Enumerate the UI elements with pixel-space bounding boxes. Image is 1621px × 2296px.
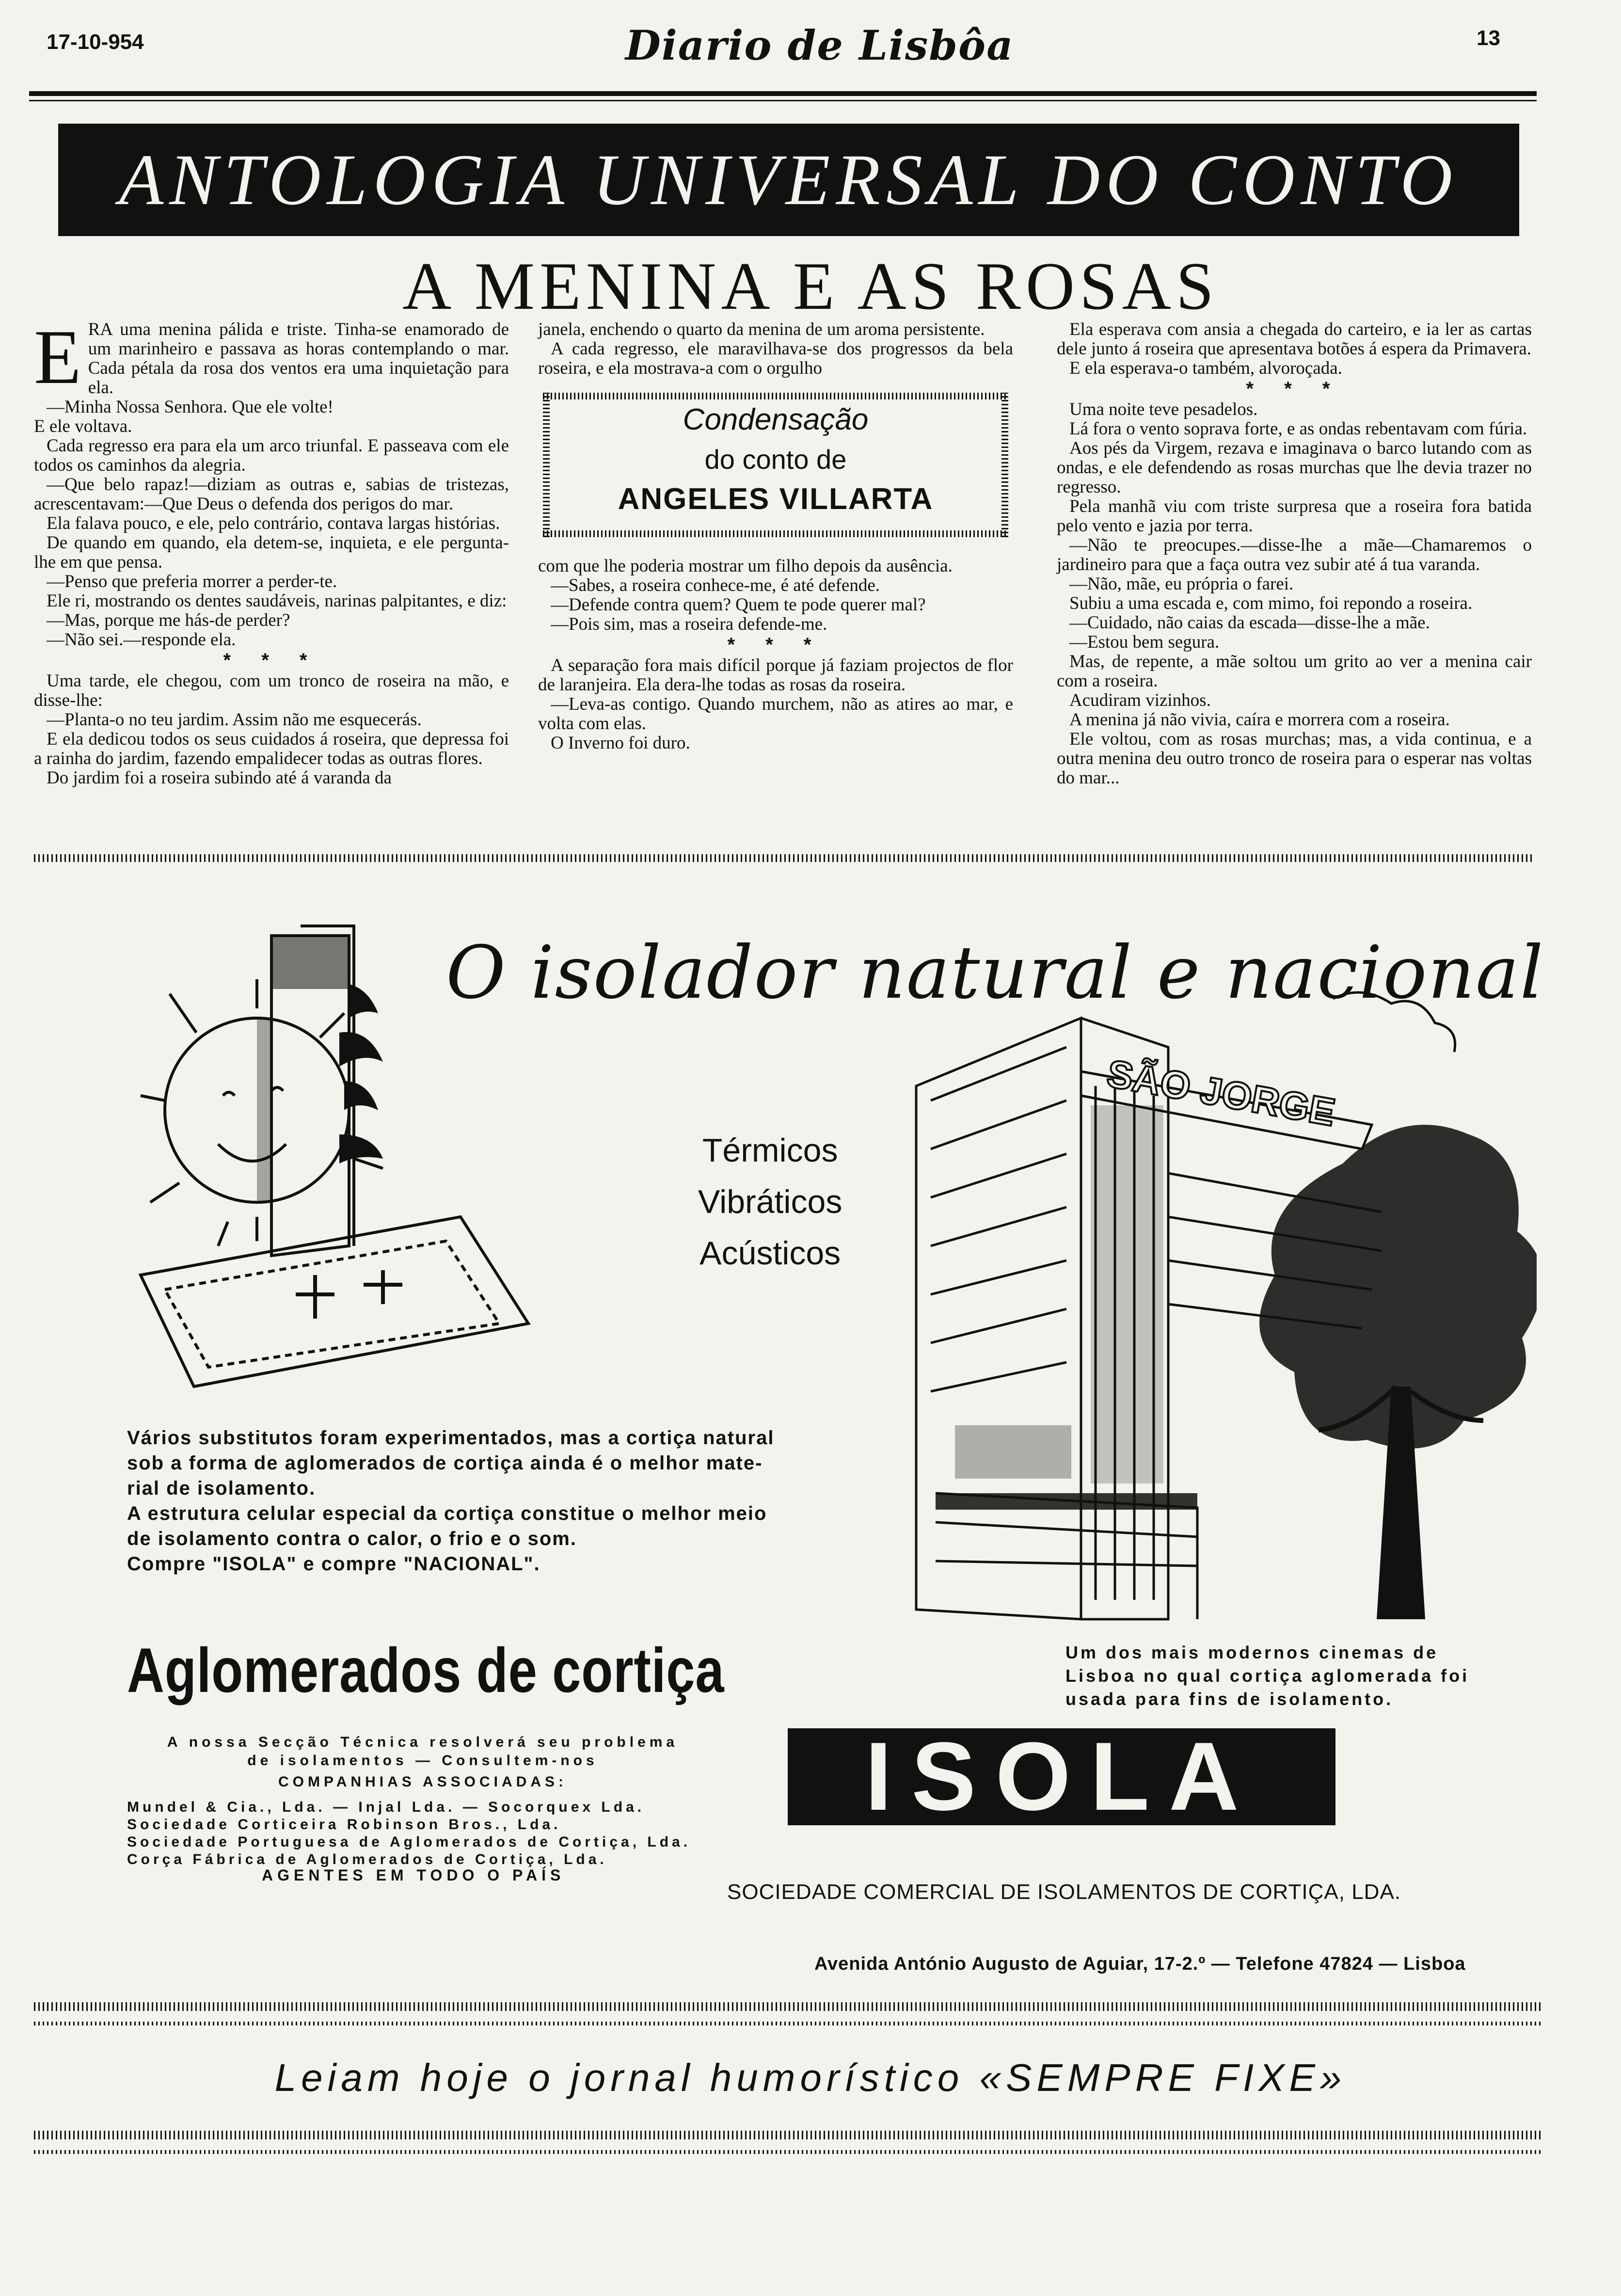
- paragraph: De quando em quando, ela detem-se, inquieta, e ele pergunta-lhe em que pensa.: [34, 533, 509, 572]
- paragraph: Uma tarde, ele chegou, com um tronco de roseira na mão, e disse-lhe:: [34, 671, 509, 710]
- story-column-1: [34, 314, 509, 788]
- paragraph: —Que belo rapaz!—diziam as outras e, sabias de tristezas, acrescentavam:—Que Deus o defenda dos perigos do mar.: [34, 475, 509, 514]
- use-acoustic: Acústicos: [699, 1235, 841, 1272]
- footer-rule-top: [34, 2002, 1542, 2011]
- paragraph: —Mas, porque me hás-de perder?: [47, 610, 290, 630]
- advert-body: [127, 1425, 864, 1577]
- company-line: Corça Fábrica de Aglomerados de Cortiça, Lda.: [127, 1851, 607, 1867]
- blueprint-sheet: [141, 1217, 528, 1387]
- building-sign: SÃO JORGE: [1104, 1052, 1338, 1134]
- company-line: Sociedade Portuguesa de Aglomerados de Cortiça, Lda.: [127, 1834, 691, 1850]
- sun-cork-illustration: [111, 907, 538, 1391]
- section-break: * * *: [223, 650, 320, 671]
- technical-note-line: A nossa Secção Técnica resolverá seu problema: [167, 1734, 679, 1750]
- paragraph: —Defende contra quem? Quem te pode querer mal?: [551, 595, 926, 615]
- paragraph: A separação fora mais difícil porque já faziam projectos de flor de laranjeira. Ela dera-lhe todas as rosas da roseira.: [538, 655, 1013, 695]
- paragraph: —Sabes, a roseira conhece-me, é até defende.: [551, 575, 880, 595]
- paragraph: —Penso que preferia morrer a perder-te.: [47, 572, 337, 591]
- agents-note: AGENTES EM TODO O PAÍS: [262, 1866, 565, 1884]
- advert-headline: Aglomerados de cortiça: [127, 1635, 725, 1706]
- footer-rule-bottom-thin: [34, 2150, 1542, 2154]
- advert-body-line: sob a forma de aglomerados de cortiça ainda é o melhor mate-: [127, 1452, 763, 1474]
- advert-slogan: O isolador natural e nacional: [446, 931, 1544, 1015]
- building-caption: Um dos mais modernos cinemas de Lisboa no qual cortiça aglomerada foi usada para fins de isolamento.: [1065, 1642, 1470, 1709]
- paragraph: —Pois sim, mas a roseira defende-me.: [551, 614, 827, 634]
- paragraph: E ela esperava-o também, alvoroçada.: [1069, 358, 1342, 378]
- masthead-rule-thin: [29, 100, 1537, 101]
- section-break: * * *: [1246, 378, 1343, 399]
- paragraph: Mas, de repente, a mãe soltou um grito ao ver a menina cair com a roseira.: [1057, 652, 1532, 691]
- issue-date: 17-10-954: [47, 30, 144, 54]
- story-separator: [34, 854, 1532, 862]
- insulation-uses-list: [698, 1125, 842, 1279]
- paragraph: Uma noite teve pesadelos.: [1069, 399, 1258, 419]
- paragraph: Ela falava pouco, e ele, pelo contrário, contava largas histórias.: [47, 513, 500, 533]
- paragraph: —Cuidado, não caias da escada—disse-lhe a mãe.: [1069, 613, 1430, 633]
- paragraph: E ele voltava.: [34, 416, 132, 436]
- company-line: Sociedade Corticeira Robinson Bros., Lda.: [127, 1817, 561, 1833]
- use-vibration: Vibráticos: [698, 1183, 842, 1220]
- technical-section-note: [127, 1733, 718, 1791]
- technical-note-line: de isolamentos — Consultem-nos: [247, 1753, 598, 1769]
- advert-body-line: Vários substitutos foram experimentados, mas a cortiça natural: [127, 1427, 775, 1449]
- footer-rule-bottom: [34, 2131, 1542, 2139]
- paragraph: com que lhe poderia mostrar um filho depois da ausência.: [538, 556, 953, 576]
- paragraph: Ela esperava com ansia a chegada do carteiro, e ia ler as cartas dele junto á roseira que apresentava botões á espera da Primavera.: [1057, 319, 1532, 359]
- paragraph: —Não sei.—responde ela.: [47, 630, 236, 650]
- paragraph: Pela manhã viu com triste surpresa que a roseira fora batida pelo vento e jazia por terra.: [1057, 496, 1532, 536]
- story-title: A MENINA E AS ROSAS: [402, 249, 1219, 324]
- companies-label: COMPANHIAS ASSOCIADAS:: [278, 1774, 567, 1790]
- page-number: 13: [1477, 26, 1500, 50]
- story-column-3: [1057, 320, 1532, 788]
- newspaper-title: Diario de Lisbôa: [625, 21, 1014, 69]
- paragraph: Subiu a uma escada e, com mimo, foi repondo a roseira.: [1069, 593, 1473, 613]
- cinema-building-illustration: [897, 989, 1537, 1639]
- use-thermal: Térmicos: [702, 1132, 838, 1169]
- paragraph: E ela dedicou todos os seus cuidados á roseira, que depressa foi a rainha do jardim, fazendo empalidecer todas as outras flores.: [34, 729, 509, 768]
- paragraph: Do jardim foi a roseira subindo até á varanda da: [47, 768, 392, 788]
- paragraph: Acudiram vizinhos.: [1069, 690, 1211, 710]
- isola-logo: ISOLA: [788, 1728, 1335, 1825]
- paragraph: Ele ri, mostrando os dentes saudáveis, narinas palpitantes, e diz:: [47, 591, 507, 611]
- drop-cap: E: [34, 314, 81, 400]
- section-break: * * *: [727, 634, 824, 655]
- paragraph: —Não te preocupes.—disse-lhe a mãe—Chamaremos o jardineiro para que a faça outra vez subir até á tua varanda.: [1057, 535, 1532, 574]
- advert-body-line: A estrutura celular especial da cortiça constitue o melhor meio: [127, 1503, 767, 1524]
- author-name: ANGELES VILLARTA: [618, 482, 934, 516]
- paragraph: —Leva-as contigo. Quando murchem, não as atires ao mar, e volta com elas.: [538, 694, 1013, 733]
- paragraph: janela, enchendo o quarto da menina de um aroma persistente.: [538, 319, 985, 339]
- condensation-box: [543, 393, 1008, 537]
- condensation-label: Condensação: [683, 403, 869, 436]
- company-address: Avenida António Augusto de Aguiar, 17-2.º — Telefone 47824 — Lisboa: [814, 1954, 1466, 1974]
- paragraph: O Inverno foi duro.: [551, 733, 690, 753]
- company-name: SOCIEDADE COMERCIAL DE ISOLAMENTOS DE CORTIÇA, LDA.: [727, 1880, 1401, 1904]
- paragraph: RA uma menina pálida e triste. Tinha-se enamorado de um marinheiro e passava as horas contemplando o mar. Cada pétala da rosa dos ventos era uma inquietação para ela.: [88, 319, 509, 398]
- advert-body-line: Compre "ISOLA" e compre "NACIONAL".: [127, 1553, 540, 1575]
- paragraph: —Minha Nossa Senhora. Que ele volte!: [47, 397, 334, 417]
- associated-companies: [127, 1799, 728, 1868]
- story-column-2: [538, 320, 1013, 753]
- paragraph: Ele voltou, com as rosas murchas; mas, a vida continua, e a outra menina deu outro tronco de roseira para o esperar nas voltas do mar...: [1057, 729, 1532, 788]
- footer-notice: Leiam hoje o jornal humorístico «SEMPRE FIXE»: [274, 2056, 1347, 2099]
- paragraph: Lá fora o vento soprava forte, e as ondas rebentavam com fúria.: [1069, 419, 1527, 439]
- paragraph: Cada regresso era para ela um arco triunfal. E passeava com ele todos os caminhos da alegria.: [34, 436, 509, 475]
- paragraph: —Não, mãe, eu própria o farei.: [1069, 574, 1294, 594]
- footer-rule-top-thin: [34, 2022, 1542, 2025]
- company-line: Mundel & Cia., Lda. — Injal Lda. — Socorquex Lda.: [127, 1799, 645, 1815]
- paragraph: A cada regresso, ele maravilhava-se dos progressos da bela roseira, e ela mostrava-a com o orgulho: [538, 339, 1013, 378]
- advert-body-line: rial de isolamento.: [127, 1478, 316, 1499]
- condensation-subtitle: do conto de: [704, 444, 847, 475]
- advert-body-line: de isolamento contra o calor, o frio e o som.: [127, 1528, 577, 1549]
- paragraph: —Estou bem segura.: [1069, 632, 1220, 652]
- paragraph: A menina já não vivia, caíra e morrera com a roseira.: [1069, 710, 1450, 730]
- paragraph: Aos pés da Virgem, rezava e imaginava o barco lutando com as ondas, e ele defendendo as rosas murchas que lhe devia trazer no regresso.: [1057, 438, 1532, 497]
- masthead-rule: [29, 91, 1537, 96]
- section-banner: ANTOLOGIA UNIVERSAL DO CONTO: [58, 124, 1519, 236]
- paragraph: —Planta-o no teu jardim. Assim não me esquecerás.: [47, 710, 422, 730]
